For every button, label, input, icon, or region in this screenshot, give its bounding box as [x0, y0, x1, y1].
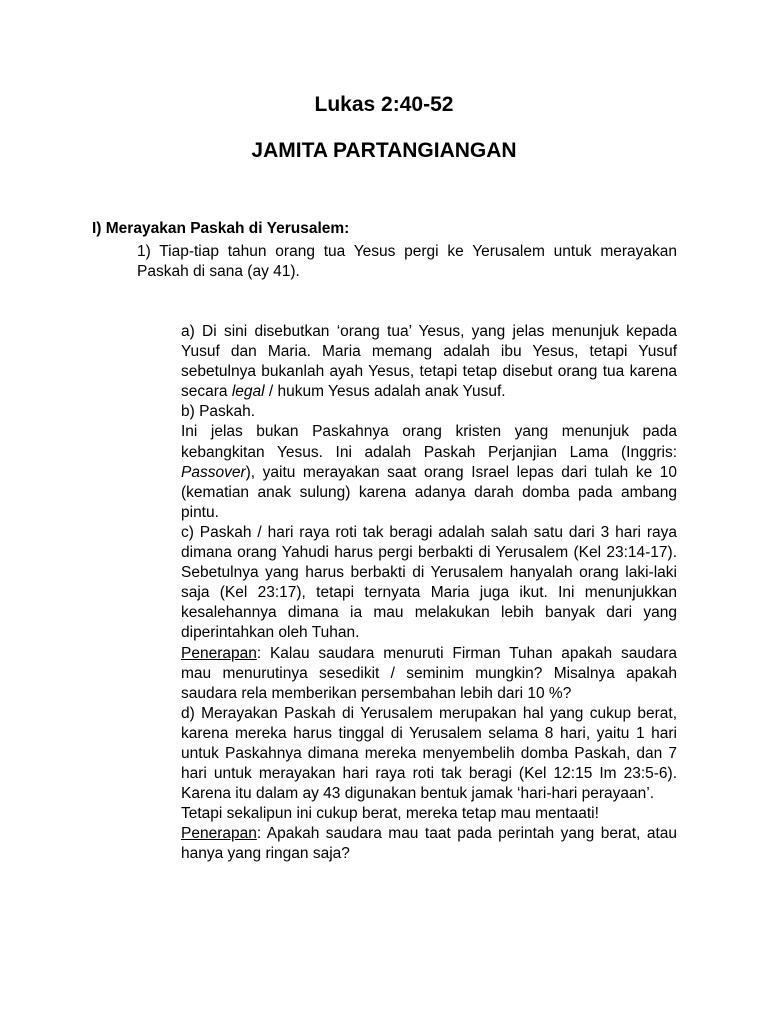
penerapan-1-label: Penerapan [181, 644, 257, 662]
paragraph-d: d) Merayakan Paskah di Yerusalem merupakan hal yang cukup berat, karena mereka harus tinggal di Yerusalem selama 8 hari, yaitu 1 hari untuk Paskahnya dimana mereka menyembelih domba Paskah, dan 7 hari untuk merayakan hari raya roti tak beragi (Kel 12:15 Im 23:5-6). Karena itu dalam ay 43 digunakan bentuk jamak ‘hari-hari perayaan’. [181, 704, 677, 803]
paragraph-b-text-2: ), yaitu merayakan saat orang Israel lepas dari tulah ke 10 (kematian anak sulung) karena adanya darah domba pada ambang pintu. [181, 463, 677, 521]
paragraph-b-label: b) Paskah. [181, 403, 256, 421]
penerapan-1-paragraph [181, 644, 677, 704]
penerapan-2-text: : Apakah saudara mau taat pada perintah yang berat, atau hanya yang ringan saja? [181, 825, 677, 863]
paragraph-b-italic: Passover [181, 463, 246, 481]
body-text-block [181, 322, 677, 865]
penerapan-1-text: : Kalau saudara menuruti Firman Tuhan apakah saudara mau menurutinya sesedikit / seminim mungkin? Misalnya apakah saudara rela memberikan persembahan lebih dari 10 %? [181, 644, 677, 702]
paragraph-a [181, 322, 677, 402]
paragraph-a-text-2: / hukum Yesus adalah anak Yusuf. [264, 383, 506, 401]
paragraph-b-text-1: Ini jelas bukan Paskahnya orang kristen yang menunjuk pada kebangkitan Yesus. Ini adalah Paskah Perjanjian Lama (Inggris: [181, 423, 677, 461]
paragraph-a-text-1: a) Di sini disebutkan ‘orang tua’ Yesus, yang jelas menunjuk kepada Yusuf dan Maria. Maria memang adalah ibu Yesus, tetapi Yusuf sebetulnya bukanlah ayah Yesus, tetapi tetap disebut orang tua karena secara [181, 323, 677, 401]
page-subtitle: JAMITA PARTANGIANGAN [251, 139, 517, 162]
page-title: Lukas 2:40-52 [314, 93, 454, 116]
paragraph-a-italic: legal [231, 383, 265, 401]
paragraph-c: c) Paskah / hari raya roti tak beragi adalah salah satu dari 3 hari raya dimana orang Yahudi harus pergi berbakti di Yerusalem (Kel 23:14-17). Sebetulnya yang harus berbakti di Yerusalem hanyalah orang laki-laki saja (Kel 23:17), tetapi ternyata Maria juga ikut. Ini menunjukkan kesalehannya dimana ia mau melakukan lebih banyak dari yang diperintahkan oleh Tuhan. [181, 523, 677, 642]
penerapan-2-paragraph [181, 824, 677, 864]
point-1-paragraph: 1) Tiap-tiap tahun orang tua Yesus pergi ke Yerusalem untuk merayakan Paskah di sana (ay 41). [137, 243, 677, 280]
penerapan-2-label: Penerapan [181, 825, 257, 843]
paragraph-d-continued: Tetapi sekalipun ini cukup berat, mereka tetap mau mentaati! [181, 805, 599, 823]
section-heading: I) Merayakan Paskah di Yerusalem: [92, 220, 350, 237]
paragraph-b [181, 422, 677, 522]
